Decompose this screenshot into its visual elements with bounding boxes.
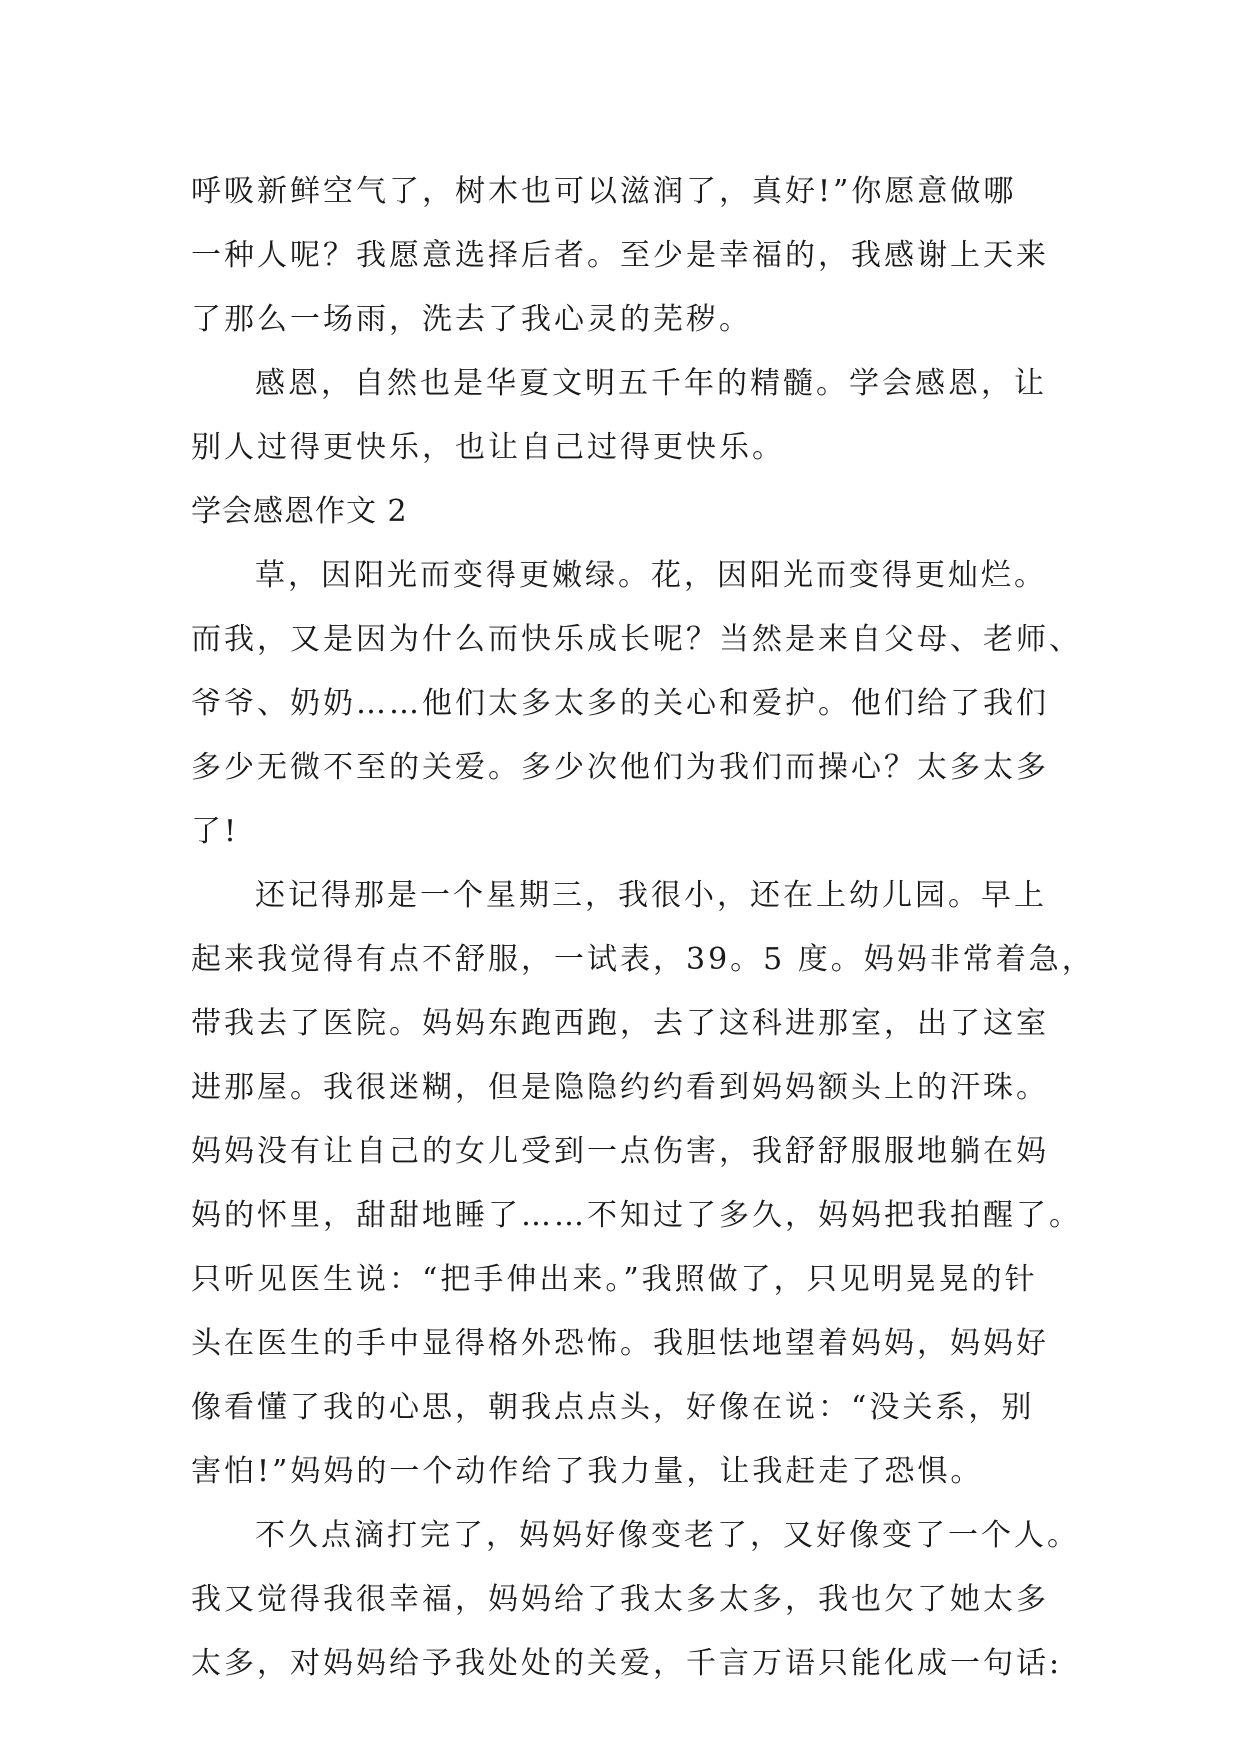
text-line: 进那屋。我很迷糊，但是隐隐约约看到妈妈额头上的汗珠。	[191, 1070, 1049, 1105]
text-line: 爷爷、奶奶……他们太多太多的关心和爱护。他们给了我们	[191, 686, 1049, 721]
text-line: 头在医生的手中显得格外恐怖。我胆怯地望着妈妈，妈妈好	[191, 1326, 1049, 1361]
text-line: 多少无微不至的关爱。多少次他们为我们而操心？太多太多	[191, 750, 1049, 785]
paragraph-start-line: 不久点滴打完了，妈妈好像变老了，又好像变了一个人。	[255, 1518, 1080, 1553]
text-line: 了!	[191, 814, 240, 849]
text-line: 一种人呢？我愿意选择后者。至少是幸福的，我感谢上天来	[191, 238, 1049, 273]
text-line: 带我去了医院。妈妈东跑西跑，去了这科进那室，出了这室	[191, 1006, 1049, 1041]
paragraph-start-line: 草，因阳光而变得更嫩绿。花，因阳光而变得更灿烂。	[255, 558, 1047, 593]
text-line: 我又觉得我很幸福，妈妈给了我太多太多，我也欠了她太多	[191, 1582, 1049, 1617]
document-body	[191, 160, 1095, 1696]
text-line: 像看懂了我的心思，朝我点点头，好像在说：“没关系，别	[191, 1390, 1035, 1425]
text-line: 别人过得更快乐，也让自己过得更快乐。	[191, 430, 785, 465]
paragraph-start-line: 感恩，自然也是华夏文明五千年的精髓。学会感恩，让	[255, 366, 1047, 401]
paragraph-start-line: 还记得那是一个星期三，我很小，还在上幼儿园。早上	[255, 878, 1047, 913]
text-line: 妈的怀里，甜甜地睡了……不知过了多久，妈妈把我拍醒了。	[191, 1198, 1082, 1233]
text-line: 而我，又是因为什么而快乐成长呢？当然是来自父母、老师、	[191, 622, 1082, 657]
text-line: 太多，对妈妈给予我处处的关爱，千言万语只能化成一句话:	[191, 1646, 1063, 1681]
text-line: 只听见医生说：“把手伸出来。”我照做了，只见明晃晃的针	[191, 1262, 1038, 1297]
section-heading: 学会感恩作文 2	[191, 494, 408, 529]
text-line: 了那么一场雨，洗去了我心灵的芜秽。	[191, 302, 752, 337]
text-line: 起来我觉得有点不舒服，一试表，39。5 度。妈妈非常着急，	[191, 942, 1095, 977]
text-line: 妈妈没有让自己的女儿受到一点伤害，我舒舒服服地躺在妈	[191, 1134, 1049, 1169]
text-line: 呼吸新鲜空气了，树木也可以滋润了，真好!”你愿意做哪	[191, 174, 1017, 209]
text-line: 害怕!”妈妈的一个动作给了我力量，让我赶走了恐惧。	[191, 1454, 984, 1489]
